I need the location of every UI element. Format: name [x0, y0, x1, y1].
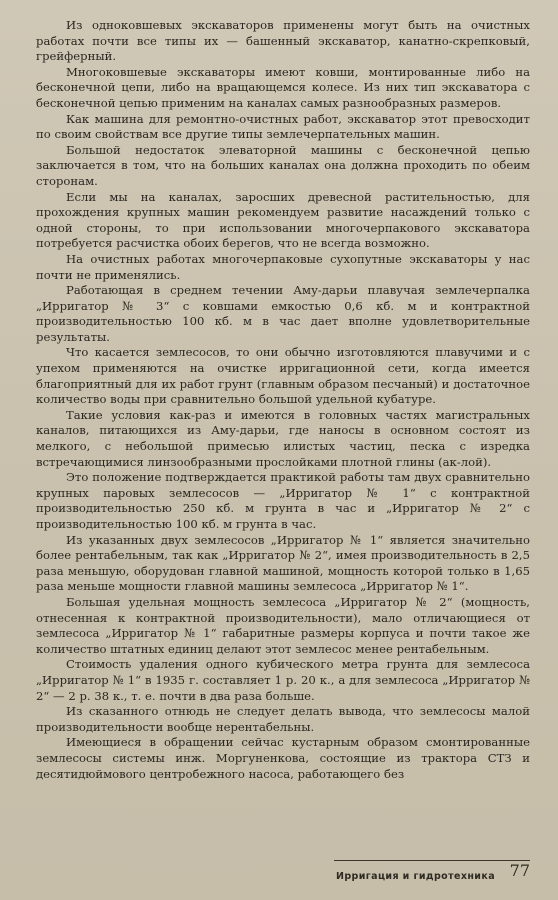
paragraph: Это положение подтверждается практикой работы там двух сравнительно крупных паровых землесосов — „Ирригатор № 1“ с контрактной производительностью 250 кб. м грунта в час и „Ирригатор № 2“ с производительностью 100 кб. м грунта в час. — [36, 470, 530, 531]
paragraph: Большой недостаток элеваторной машины с бесконечной цепью заключается в том, что на больших каналах она должна проходить по обеим сторонам. — [36, 142, 530, 188]
paragraph: Как машина для ремонтно-очистных работ, экскаватор этот превосходит по своим свойствам все другие типы землечерпательных машин. — [36, 111, 530, 142]
body-text — [36, 18, 530, 782]
running-head: Ирригация и гидротехника — [336, 871, 496, 882]
paragraph: Многоковшевые экскаваторы имеют ковши, монтированные либо на бесконечной цепи, либо на вращающемся колесе. Из них тип экскаватора с бесконечной цепью применим на каналах самых разнообразных размеров. — [36, 64, 530, 110]
paragraph: Имеющиеся в обращении сейчас кустарным образом смонтированные землесосы системы инж. Моргуненкова, состоящие из трактора СТЗ и десятидюймового центробежного насоса, работающего без — [36, 735, 530, 781]
paragraph: На очистных работах многочерпаковые сухопутные экскаваторы у нас почти не применялись. — [36, 251, 530, 282]
paragraph: Что касается землесосов, то они обычно изготовляются плавучими и с упехом применяются на очистке ирригационной сети, когда имеется благоприятный для их работ грунт (главным образом песчаный) и достаточное количество воды при сравнительно большой удельной кубатуре. — [36, 345, 530, 407]
paragraph: Большая удельная мощность землесоса „Ирригатор № 2“ (мощность, отнесенная к контрактной производительности), мало отличающиеся от землесоса „Ирригатор № 1“ габаритные размеры корпуса и почти такое же количество штатных единиц делают этот землесос менее рентабельным. — [36, 594, 530, 656]
paragraph: Такие условия как-раз и имеются в головных частях магистральных каналов, питающихся из Аму-дарьи, где наносы в основном состоят из мелкого, с небольшой примесью илистых частиц, песка с изредка встречающимися линзообразными прослойками плотной глины (ак-лой). — [36, 407, 530, 469]
paragraph: Из одноковшевых экскаваторов применены могут быть на очистных работах почти все типы их — башенный экскаватор, канатно-скрепковый, грейферный. — [36, 18, 530, 64]
paragraph: Стоимость удаления одного кубического метра грунта для землесоса „Ирригатор № 1“ в 1935 г. составляет 1 р. 20 к., а для землесоса „Ирригатор № 2“ — 2 р. 38 к., т. е. почти в два раза больше. — [36, 657, 530, 703]
page-number: 77 — [509, 861, 530, 880]
paragraph: Если мы на каналах, заросших древесной растительностью, для прохождения крупных машин рекомендуем развитие насаждений только с одной стороны, то при использовании многочерпакового экскаватора потребуется расчистка обоих берегов, что не всегда возможно. — [36, 189, 530, 251]
paragraph: Работающая в среднем течении Аму-дарьи плавучая землечерпалка „Ирригатор № 3“ с ковшами емкостью 0,6 кб. м и контрактной производительностью 100 кб. м в час дает вполне удовлетворительные результаты. — [36, 283, 530, 344]
paragraph: Из указанных двух землесосов „Ирригатор № 1“ является значительно более рентабельным, так как „Ирригатор № 2“, имея производительность в 2,5 раза меньшую, оборудован главной машиной, мощность которой только в 1,65 раза меньше мощности главной машины землесоса „Ирригатор № 1“. — [36, 532, 530, 594]
page-footer — [334, 860, 530, 891]
paragraph: Из сказанного отнюдь не следует делать вывода, что землесосы малой производительности вообще нерентабельны. — [36, 704, 530, 734]
